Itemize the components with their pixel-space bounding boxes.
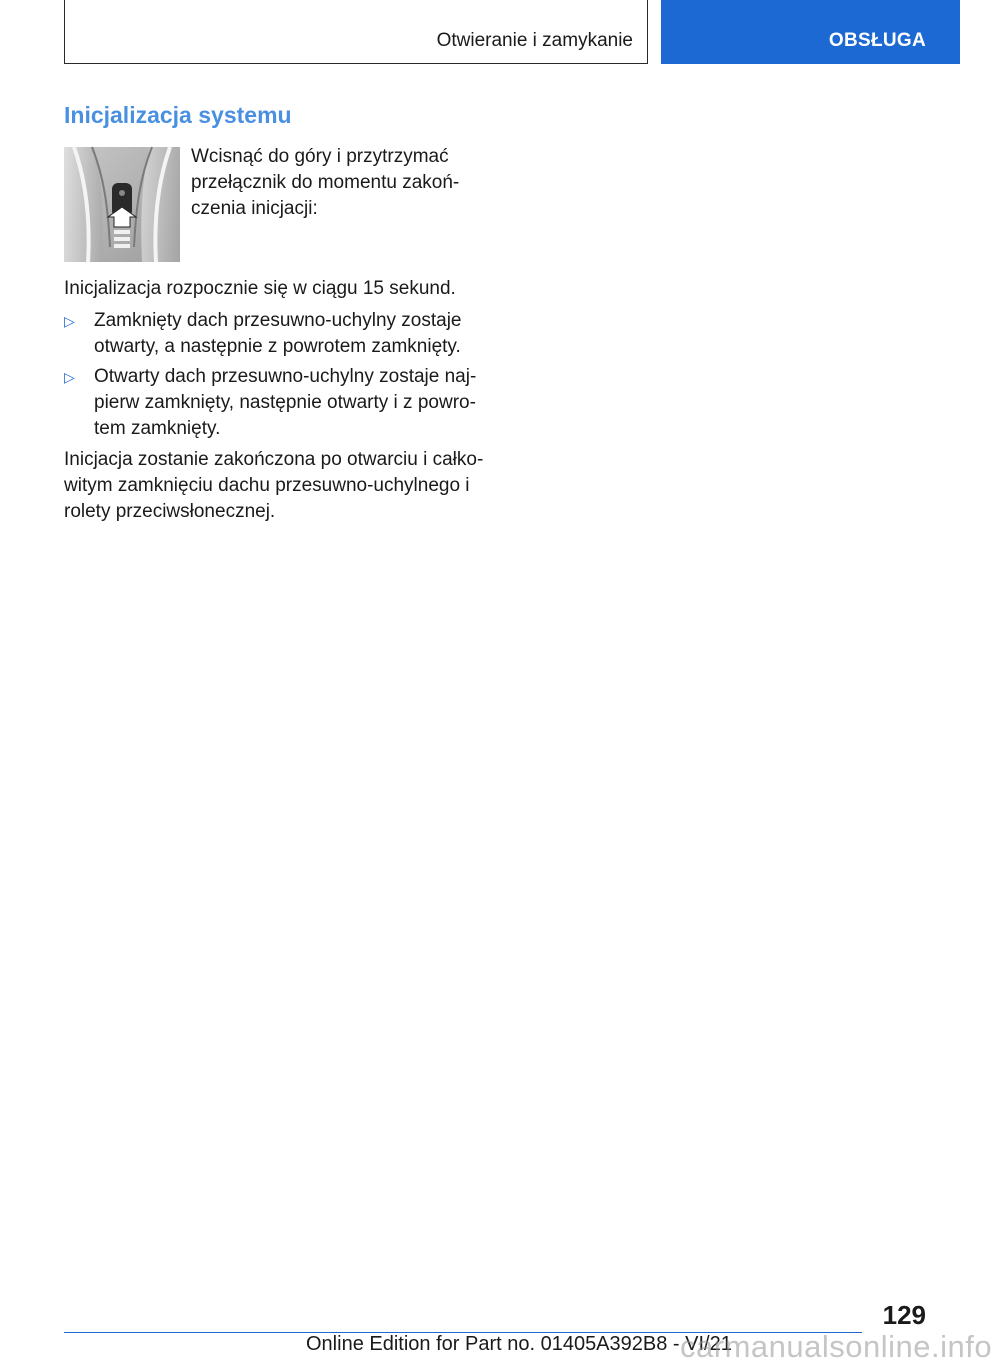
triangle-bullet-icon: ▷	[64, 369, 75, 385]
triangle-bullet-icon: ▷	[64, 313, 75, 329]
intro-text: Wcisnąć do góry i przytrzymać przełącznik do momentu zakończenia inicjacji:	[191, 146, 460, 219]
header-chapter-title: Otwieranie i zamykanie	[436, 30, 633, 51]
section-title: Inicjalizacja systemu	[64, 102, 292, 128]
paragraph-initialization-end: Inicjacja zostanie zakończona po otwarciu i całkowitym zamknięciu dachu przesuwno-uchylnego i rolety przeciwsłonecznej.	[64, 449, 484, 522]
list-item-text: Zamknięty dach przesuwno-uchylny zostaje otwarty, a następnie z powrotem zamknięty.	[94, 310, 462, 357]
footer-edition-text: Online Edition for Part no. 01405A392B8 - VI/21	[306, 1333, 732, 1355]
page-number: 129	[882, 1300, 926, 1330]
header-section-label: OBSŁUGA	[828, 30, 926, 51]
watermark: carmanualsonline.info	[680, 1329, 992, 1364]
paragraph-initialization-start: Inicjalizacja rozpocznie się w ciągu 15 sekund.	[64, 278, 456, 299]
roof-switch-illustration	[64, 147, 180, 262]
list-item-text: Otwarty dach przesuwno-uchylny zostaje najpierw zamknięty, następnie otwarty i z powrotem zamknięty.	[94, 366, 477, 439]
header-section-tab	[661, 0, 960, 64]
header-chapter-box	[64, 0, 648, 64]
